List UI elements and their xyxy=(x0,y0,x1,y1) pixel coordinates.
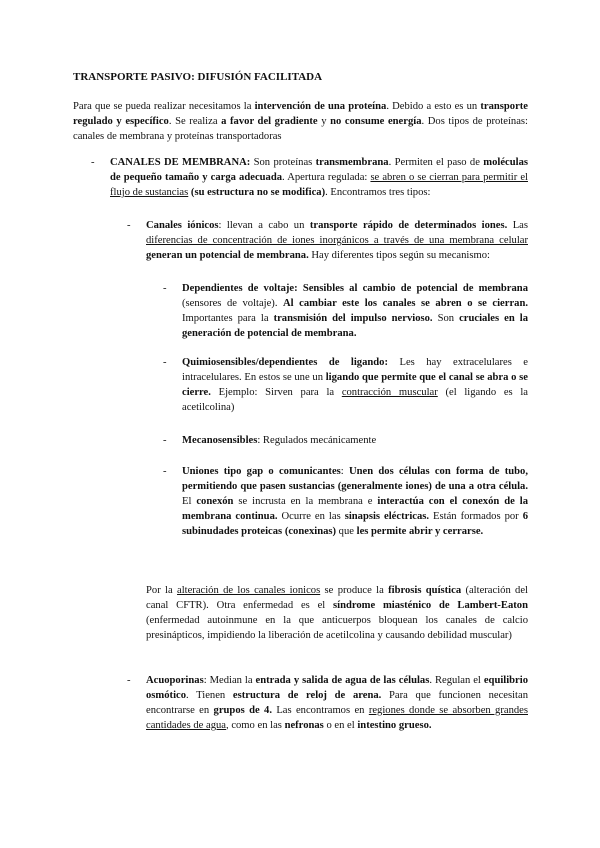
mecano-paragraph: Mecanosensibles: Regulados mecánicamente xyxy=(182,435,377,446)
ionicos-paragraph: Canales iónicos: llevan a cabo un transporte rápido de determinados iones. Las diferencias de concentración de iones inorgánicos a través de una membrana celular generan un potencial de membrana. Hay diferentes tipos según su mecanismo: xyxy=(146,220,528,261)
uniones-paragraph: Uniones tipo gap o comunicantes: Unen dos células con forma de tubo, permitiendo que pasen sustancias (generalmente iones) de una a otra célula. El conexón se incrusta en la membrana e interactúa con el conexón de la membrana continua. Ocurre en las sinapsis eléctricas. Están formados por 6 subinudades proteicas (conexinas) que les permite abrir y cerrarse. xyxy=(182,466,529,537)
acuoporinas-paragraph: Acuoporinas: Median la entrada y salida de agua de las células. Regulan el equilibrio osmótico. Tienen estructura de reloj de arena. Para que funcionen necesitan encontrarse en grupos de 4. Las encontramos en regiones donde se absorben grandes cantidades de agua, como en las nefronas o en el intestino grueso. xyxy=(146,675,529,731)
bullet-dash: - xyxy=(163,283,167,294)
voltaje-paragraph: Dependientes de voltaje: Sensibles al cambio de potencial de membrana (sensores de voltaje). Al cambiar este los canales se abren o se cierran. Importantes para la transmisión del impulso nervioso. Son cruciales en la generación de potencial de membrana. xyxy=(182,283,528,339)
quimio-paragraph: Quimiosensibles/dependientes de ligando: Les hay extracelulares e intracelulares. En estos se une un ligando que permite que el canal se abra o se cierre. Ejemplo: Sirven para la contracción muscular (el ligando es la acetilcolina) xyxy=(182,357,528,413)
bullet-dash: - xyxy=(127,220,131,231)
bullet-dash: - xyxy=(163,357,167,368)
alteracion-paragraph: Por la alteración de los canales ionicos se produce la fibrosis quística (alteración del canal CFTR). Otra enfermedad es el síndrome miasténico de Lambert-Eaton (enfermedad autoinmune en la que anticuerpos bloquean los canales de calcio presinápticos, impidiendo la liberación de acetilcolina y causando debilidad muscular) xyxy=(146,585,529,641)
canales-paragraph: CANALES DE MEMBRANA: Son proteínas transmembrana. Permiten el paso de moléculas de pequeño tamaño y carga adecuada. Apertura regulada: se abren o se cierran para permitir el flujo de sustancias (su estructura no se modifica). Encontramos tres tipos: xyxy=(110,157,528,198)
bullet-dash: - xyxy=(163,435,167,446)
intro-paragraph: Para que se pueda realizar necesitamos la intervención de una proteína. Debido a esto es un transporte regulado y específico. Se realiza a favor del gradiente y no consume energía. Dos tipos de proteínas: canales de membrana y proteínas transportadoras xyxy=(73,101,529,142)
bullet-dash: - xyxy=(163,466,167,477)
section-title: TRANSPORTE PASIVO: DIFUSIÓN FACILITADA xyxy=(73,71,323,83)
bullet-dash: - xyxy=(127,675,131,686)
bullet-dash: - xyxy=(91,157,95,168)
